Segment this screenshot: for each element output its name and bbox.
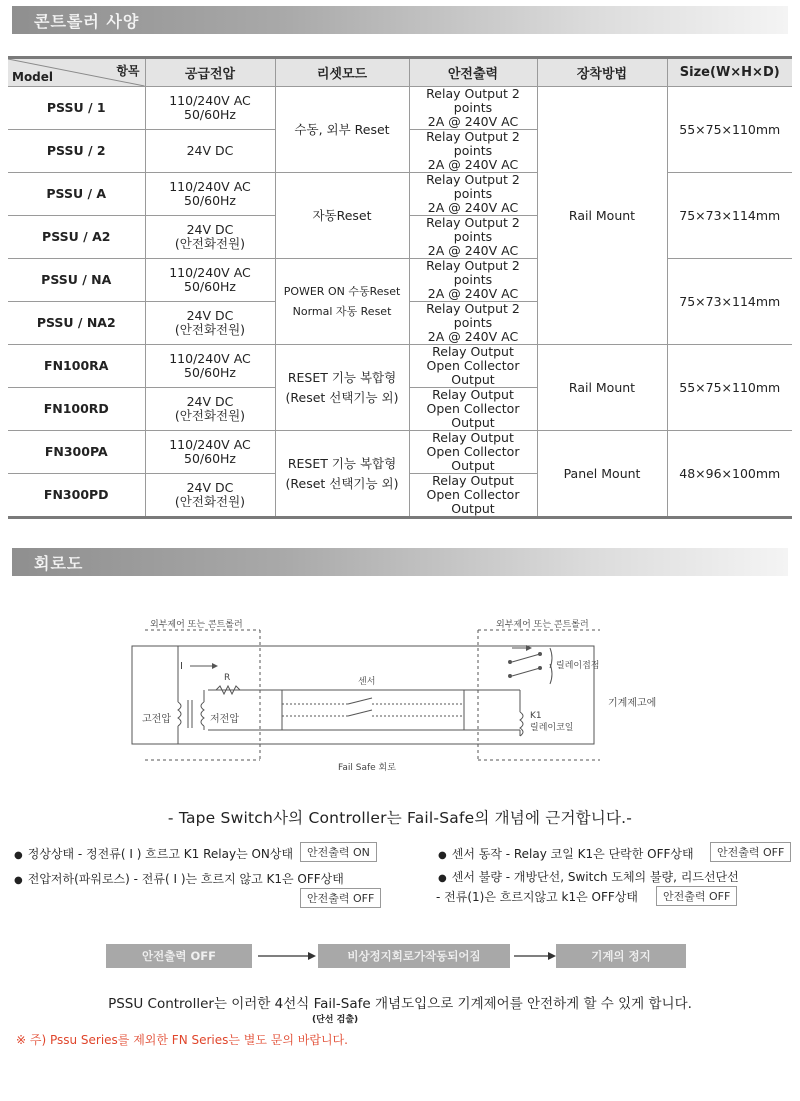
- current-label: I: [180, 661, 183, 672]
- supply-cell: 24V DC (안전화전원): [145, 302, 275, 345]
- supply-cell: 110/240V AC 50/60Hz: [145, 173, 275, 216]
- reset-cell: 자동Reset: [275, 173, 409, 259]
- relay-coil-name: K1: [530, 711, 542, 721]
- table-row: [8, 87, 792, 130]
- output-cell: Relay Output Open Collector Output: [409, 388, 537, 431]
- header-supply: 공급전압: [145, 58, 275, 87]
- model-cell: PSSU / NA: [8, 259, 145, 302]
- header-item-label: 항목: [116, 64, 140, 78]
- reset-cell: RESET 기능 복합형 (Reset 선택기능 외): [275, 345, 409, 431]
- reset-cell: RESET 기능 복합형 (Reset 선택기능 외): [275, 431, 409, 518]
- flow-arrow-icon: [514, 950, 556, 962]
- loop-label: Fail Safe 회로: [338, 763, 396, 773]
- tagline: - Tape Switch사의 Controller는 Fail-Safe의 개념에 근거합니다.-: [167, 809, 633, 827]
- header-size: Size(W×H×D): [667, 58, 792, 87]
- supply-cell: 110/240V AC 50/60Hz: [145, 431, 275, 474]
- model-cell: PSSU / A: [8, 173, 145, 216]
- supply-cell: 24V DC (안전화전원): [145, 388, 275, 431]
- mount-cell: Rail Mount: [537, 345, 667, 431]
- relay-coil-label: 릴레이코일: [530, 723, 574, 733]
- flow-step-3: 기계의 정지: [556, 944, 686, 968]
- size-cell: 75×73×114mm: [667, 259, 792, 345]
- size-cell: 55×75×110mm: [667, 345, 792, 431]
- size-cell: 75×73×114mm: [667, 173, 792, 259]
- table-header-row: [8, 58, 792, 87]
- high-voltage-label: 고전압: [142, 714, 171, 725]
- model-cell: FN100RD: [8, 388, 145, 431]
- circuit-section-title: 회로도: [34, 554, 84, 573]
- circuit-section-header: [12, 548, 788, 576]
- header-model: [8, 58, 145, 87]
- output-cell: Relay Output 2 points 2A @ 240V AC: [409, 130, 537, 173]
- flow-arrow-icon: [258, 950, 316, 962]
- model-cell: PSSU / 2: [8, 130, 145, 173]
- output-cell: Relay Output Open Collector Output: [409, 431, 537, 474]
- mount-cell: Panel Mount: [537, 431, 667, 518]
- header-reset: 리셋모드: [275, 58, 409, 87]
- badge-safety-off: 안전출력 OFF: [300, 888, 381, 908]
- output-cell: Relay Output 2 points 2A @ 240V AC: [409, 216, 537, 259]
- circuit-right-label: 외부제어 또는 콘트롤러: [496, 620, 589, 630]
- output-cell: Relay Output Open Collector Output: [409, 345, 537, 388]
- footnote: ※ 주) Pssu Series를 제외한 FN Series는 별도 문의 바랍니다.: [16, 1033, 348, 1047]
- supply-cell: 24V DC: [145, 130, 275, 173]
- model-cell: PSSU / 1: [8, 87, 145, 130]
- output-cell: Relay Output 2 points 2A @ 240V AC: [409, 302, 537, 345]
- bullet-sensor-bad-sub: - 전류(1)은 흐르지않고 k1은 OFF상태: [436, 890, 638, 904]
- model-cell: FN100RA: [8, 345, 145, 388]
- machine-label: 기계제고에: [608, 698, 657, 709]
- circuit-diagram: [120, 618, 700, 778]
- table-row: [8, 173, 792, 216]
- bullet-sensor-bad: ● 센서 불량 - 개방단선, Switch 도체의 불량, 리드선단선: [438, 870, 739, 884]
- badge-safety-on: 안전출력 ON: [300, 842, 377, 862]
- supply-cell: 110/240V AC 50/60Hz: [145, 259, 275, 302]
- mount-cell: Rail Mount: [537, 87, 667, 345]
- size-cell: 55×75×110mm: [667, 87, 792, 173]
- bullet-normal: ● 정상상태 - 정전류( I ) 흐르고 K1 Relay는 ON상태: [14, 847, 294, 861]
- table-row: [8, 431, 792, 474]
- reset-cell: POWER ON 수동Reset Normal 자동 Reset: [275, 259, 409, 345]
- bullet-power-loss: ● 전압저하(파워로스) - 전류( I )는 흐르지 않고 K1은 OFF상태: [14, 872, 344, 886]
- flow-step-1: 안전출력 OFF: [106, 944, 252, 968]
- supply-cell: 24V DC (안전화전원): [145, 474, 275, 518]
- spec-table: [8, 56, 792, 519]
- supply-cell: 110/240V AC 50/60Hz: [145, 87, 275, 130]
- output-cell: Relay Output 2 points 2A @ 240V AC: [409, 173, 537, 216]
- badge-safety-off: 안전출력 OFF: [710, 842, 791, 862]
- badge-safety-off: 안전출력 OFF: [656, 886, 737, 906]
- bullet-sensor-act: ● 센서 동작 - Relay 코일 K1은 단락한 OFF상태: [438, 847, 694, 861]
- conclusion-text: PSSU Controller는 이러한 4선식 Fail-Safe 개념도입으로 기계제어를 안전하게 할 수 있게 합니다.: [108, 996, 692, 1012]
- sensor-label: 센서: [358, 677, 376, 687]
- table-row: [8, 345, 792, 388]
- header-mount: 장착방법: [537, 58, 667, 87]
- model-cell: FN300PD: [8, 474, 145, 518]
- supply-cell: 110/240V AC 50/60Hz: [145, 345, 275, 388]
- relay-contact-label: 릴레이접점: [556, 661, 600, 671]
- model-cell: FN300PA: [8, 431, 145, 474]
- flow-step-2: 비상정지회로가작동되어짐: [318, 944, 510, 968]
- header-output: 안전출력: [409, 58, 537, 87]
- reset-cell: 수동, 외부 Reset: [275, 87, 409, 173]
- model-cell: PSSU / NA2: [8, 302, 145, 345]
- circuit-left-label: 외부제어 또는 콘트롤러: [150, 620, 243, 630]
- resistor-label: R: [224, 673, 231, 683]
- size-cell: 48×96×100mm: [667, 431, 792, 518]
- supply-cell: 24V DC (안전화전원): [145, 216, 275, 259]
- output-cell: Relay Output 2 points 2A @ 240V AC: [409, 259, 537, 302]
- model-cell: PSSU / A2: [8, 216, 145, 259]
- output-cell: Relay Output Open Collector Output: [409, 474, 537, 518]
- conclusion-sub: (단선 검출): [312, 1015, 359, 1025]
- spec-section-header: [12, 6, 788, 34]
- low-voltage-label: 저전압: [210, 714, 239, 725]
- spec-section-title: 콘트롤러 사양: [34, 12, 140, 31]
- table-row: [8, 259, 792, 302]
- output-cell: Relay Output 2 points 2A @ 240V AC: [409, 87, 537, 130]
- header-model-label: Model: [12, 70, 54, 84]
